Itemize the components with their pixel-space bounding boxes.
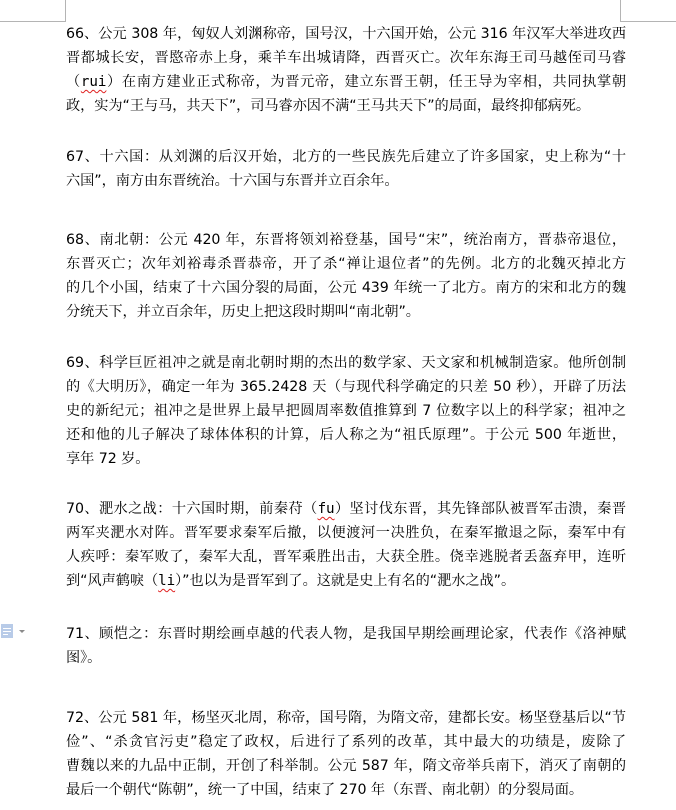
text-segment: 到“风声鹤唳（ [66, 573, 159, 589]
text-line: 66、公元 308 年，匈奴人刘渊称帝，国号汉，十六国开始，公元 316 年汉军大举进攻西 [66, 26, 626, 42]
caret-down-icon[interactable] [19, 630, 25, 633]
text-line: 分统天下，并立百余年，历史上把这段时期叫“南北朝”。 [66, 304, 420, 320]
text-line: 的几个小国，结束了十六国分裂的局面，公元 439 年统一了北方。南方的宋和北方的魏 [66, 280, 626, 296]
spellcheck-word[interactable]: li [158, 573, 176, 589]
paragraph-68[interactable] [66, 228, 626, 324]
icon-stroke [3, 628, 11, 629]
paragraph-66[interactable] [66, 22, 626, 118]
text-line: 东晋灭亡；次年刘裕毒杀晋恭帝，开了杀“禅让退位者”的先例。北方的北魏灭掉北方 [66, 256, 626, 272]
spellcheck-word[interactable]: rui [80, 74, 107, 90]
text-line: 最后一个朝代“陈朝”，统一了中国，结束了 270 年（东晋、南北朝）的分裂局面。 [66, 782, 583, 798]
paragraph-67[interactable] [66, 145, 626, 193]
text-line [66, 70, 626, 94]
paragraph-70[interactable] [66, 497, 626, 593]
text-segment: （ [66, 74, 81, 90]
paragraph-69[interactable] [66, 351, 626, 471]
text-line: 67、十六国：从刘渊的后汉开始，北方的一些民族先后建立了许多国家，史上称为“十 [66, 149, 626, 165]
paragraph-72[interactable] [66, 706, 626, 802]
text-line: 政，实为“王与马，共天下”，司马睿亦因不满“王马共天下”的局面，最终抑郁病死。 [66, 98, 591, 114]
text-segment: ）在南方建业正式称帝，为晋元帝，建立东晋王朝，任王导为宰相，共同执掌朝 [106, 74, 626, 90]
paragraph-options-icon[interactable] [1, 624, 13, 638]
text-line: 68、南北朝：公元 420 年，东晋将领刘裕登基，国号“宋”，统治南方，晋恭帝退位， [66, 232, 626, 248]
icon-stroke [3, 631, 11, 632]
text-line: 晋都城长安，晋愍帝赤上身，乘羊车出城请降，西晋灭亡。次年东海王司马越侄司马睿 [66, 50, 626, 66]
text-line: 图》。 [66, 650, 102, 666]
text-line [66, 569, 626, 593]
text-segment: 70、淝水之战：十六国时期，前秦苻（ [66, 501, 318, 517]
text-line: 72、公元 581 年，杨坚灭北周，称帝，国号隋，为隋文帝，建都长安。杨坚登基后以“节 [66, 710, 626, 726]
text-line: 史的新纪元；祖冲之是世界上最早把圆周率数值推算到 7 位数字以上的科学家；祖冲之 [66, 403, 626, 419]
text-line: 71、顾恺之：东晋时期绘画卓越的代表人物，是我国早期绘画理论家，代表作《洛神赋 [66, 626, 626, 642]
text-segment: ）坚讨伐东晋，其先锋部队被晋军击溃，秦晋 [334, 501, 626, 517]
text-line: 曹魏以来的九品中正制，开创了科举制。公元 587 年，隋文帝举兵南下，消灭了南朝的 [66, 758, 626, 774]
text-line: 两军夹淝水对阵。晋军要求秦军后撤，以便渡河一决胜负，在秦军撤退之际，秦军中有 [66, 525, 626, 541]
paragraph-71[interactable] [66, 622, 626, 670]
icon-stroke [3, 634, 8, 635]
text-line: 还和他的儿子解决了球体体积的计算，后人称之为“祖氏原理”。于公元 500 年逝世， [66, 427, 626, 443]
text-line: 的《大明历》，确定一年为 365.2428 天（与现代科学确定的只差 50 秒），开辟了历法 [66, 379, 626, 395]
text-line: 69、科学巨匠祖冲之就是南北朝时期的杰出的数学家、天文家和机械制造家。他所创制 [66, 355, 626, 371]
text-line: 俭”、“杀贪官污吏”稳定了政权，后进行了系列的改革，其中最大的功绩是，废除了 [66, 734, 626, 750]
text-line [66, 497, 626, 521]
text-segment: ）”也以为是晋军到了。这就是史上有名的“淝水之战”。 [175, 573, 516, 589]
page-corner-mark-top-right [620, 0, 676, 22]
spellcheck-word[interactable]: fu [317, 501, 335, 517]
text-line: 享年 72 岁。 [66, 451, 150, 467]
page-corner-mark-top-left [0, 0, 66, 22]
text-line: 人疾呼：秦军败了，秦军大乱，晋军乘胜出击，大获全胜。侥幸逃脱者丢盔弃甲，连听 [66, 549, 626, 565]
text-line: 六国”，南方由东晋统治。十六国与东晋并立百余年。 [66, 173, 399, 189]
